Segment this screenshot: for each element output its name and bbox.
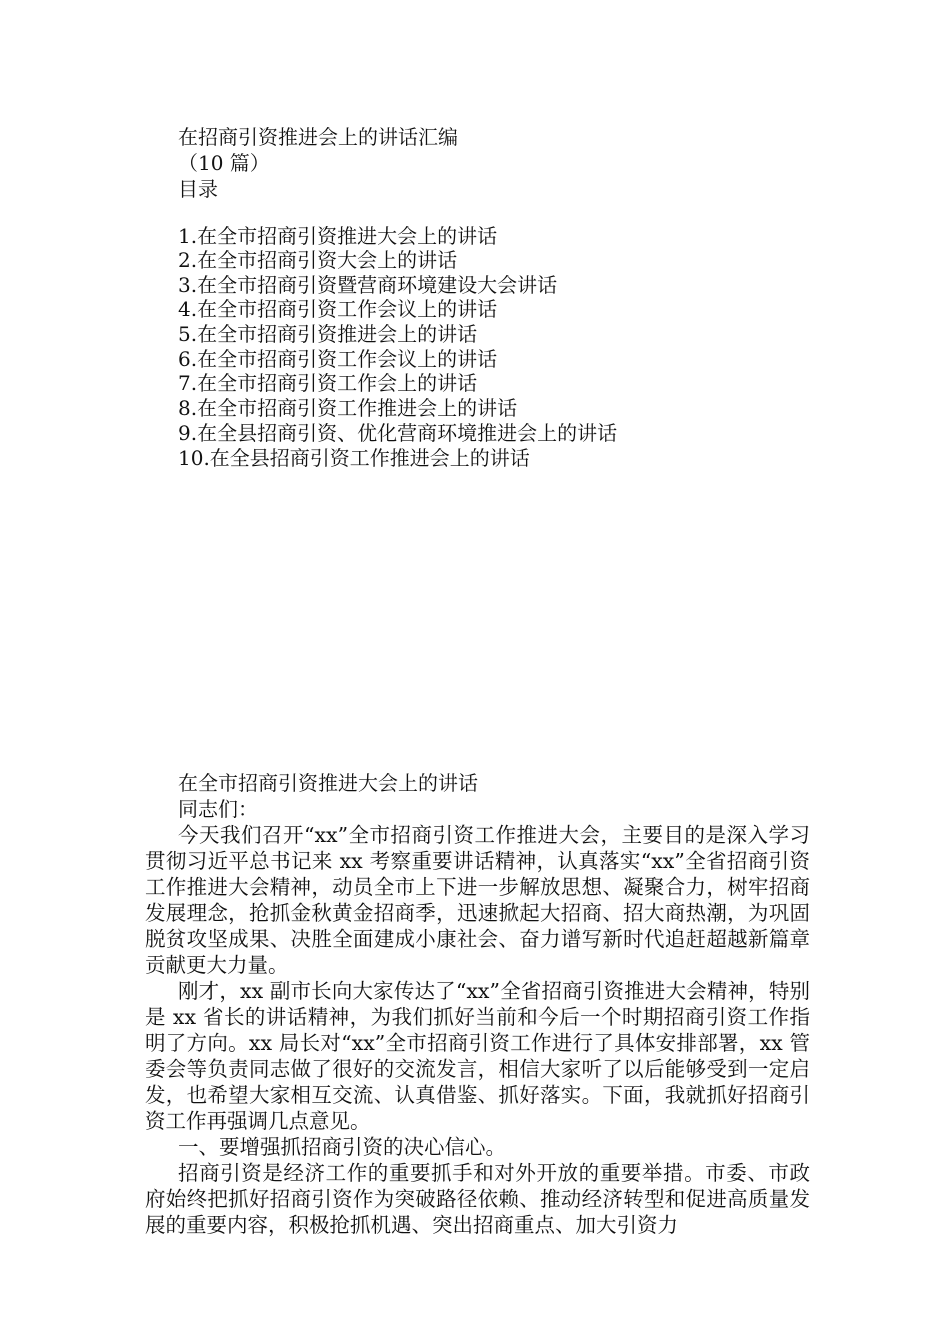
speech-paragraph: 招商引资是经济工作的重要抓手和对外开放的重要举措。市委、市政府始终把抓好招商引资作为突破路径依赖、推动经济转型和促进高质量发展的重要内容，积极抢抓机遇、突出招商重点、加大引资力 [145,1161,810,1237]
toc-item: 4.在全市招商引资工作会议上的讲话 [178,297,498,321]
toc-item: 8.在全市招商引资工作推进会上的讲话 [178,396,518,420]
toc-item: 5.在全市招商引资推进会上的讲话 [178,322,478,346]
toc-item: 7.在全市招商引资工作会上的讲话 [178,371,478,395]
toc-item: 2.在全市招商引资大会上的讲话 [178,248,458,272]
speech-paragraph: 刚才，xx 副市长向大家传达了“xx”全省招商引资推进大会精神，特别是 xx 省长的讲话精神，为我们抓好当前和今后一个时期招商引资工作指明了方向。xx 局长对“xx”全市招商引资工作进行了具体安排部署，xx 管委会等负责同志做了很好的交流发言，相信大家听了以后能够受到一定启发，也希望大家相互交流、认真借鉴、抓好落实。下面，我就抓好招商引资工作再强调几点意见。 [145,979,810,1133]
toc-item: 9.在全县招商引资、优化营商环境推进会上的讲话 [178,421,618,445]
speech-title: 在全市招商引资推进大会上的讲话 [178,771,478,795]
section-heading: 一、要增强抓招商引资的决心信心。 [178,1135,506,1159]
toc-heading: 目录 [178,177,218,201]
toc-item: 10.在全县招商引资工作推进会上的讲话 [178,446,530,470]
speech-paragraph: 今天我们召开“xx”全市招商引资工作推进大会，主要目的是深入学习贯彻习近平总书记来 xx 考察重要讲话精神，认真落实“xx”全省招商引资工作推进大会精神，动员全市上下进一步解放思想、凝聚合力，树牢招商发展理念，抢抓金秋黄金招商季，迅速掀起大招商、招大商热潮，为巩固脱贫攻坚成果、决胜全面建成小康社会、奋力谱写新时代追赶超越新篇章贡献更大力量。 [145,823,810,977]
document-count: （10 篇） [178,151,270,175]
speech-salutation: 同志们： [178,797,258,821]
toc-item: 1.在全市招商引资推进大会上的讲话 [178,224,498,248]
toc-item: 3.在全市招商引资暨营商环境建设大会讲话 [178,273,558,297]
toc-item: 6.在全市招商引资工作会议上的讲话 [178,347,498,371]
document-title: 在招商引资推进会上的讲话汇编 [178,125,458,149]
